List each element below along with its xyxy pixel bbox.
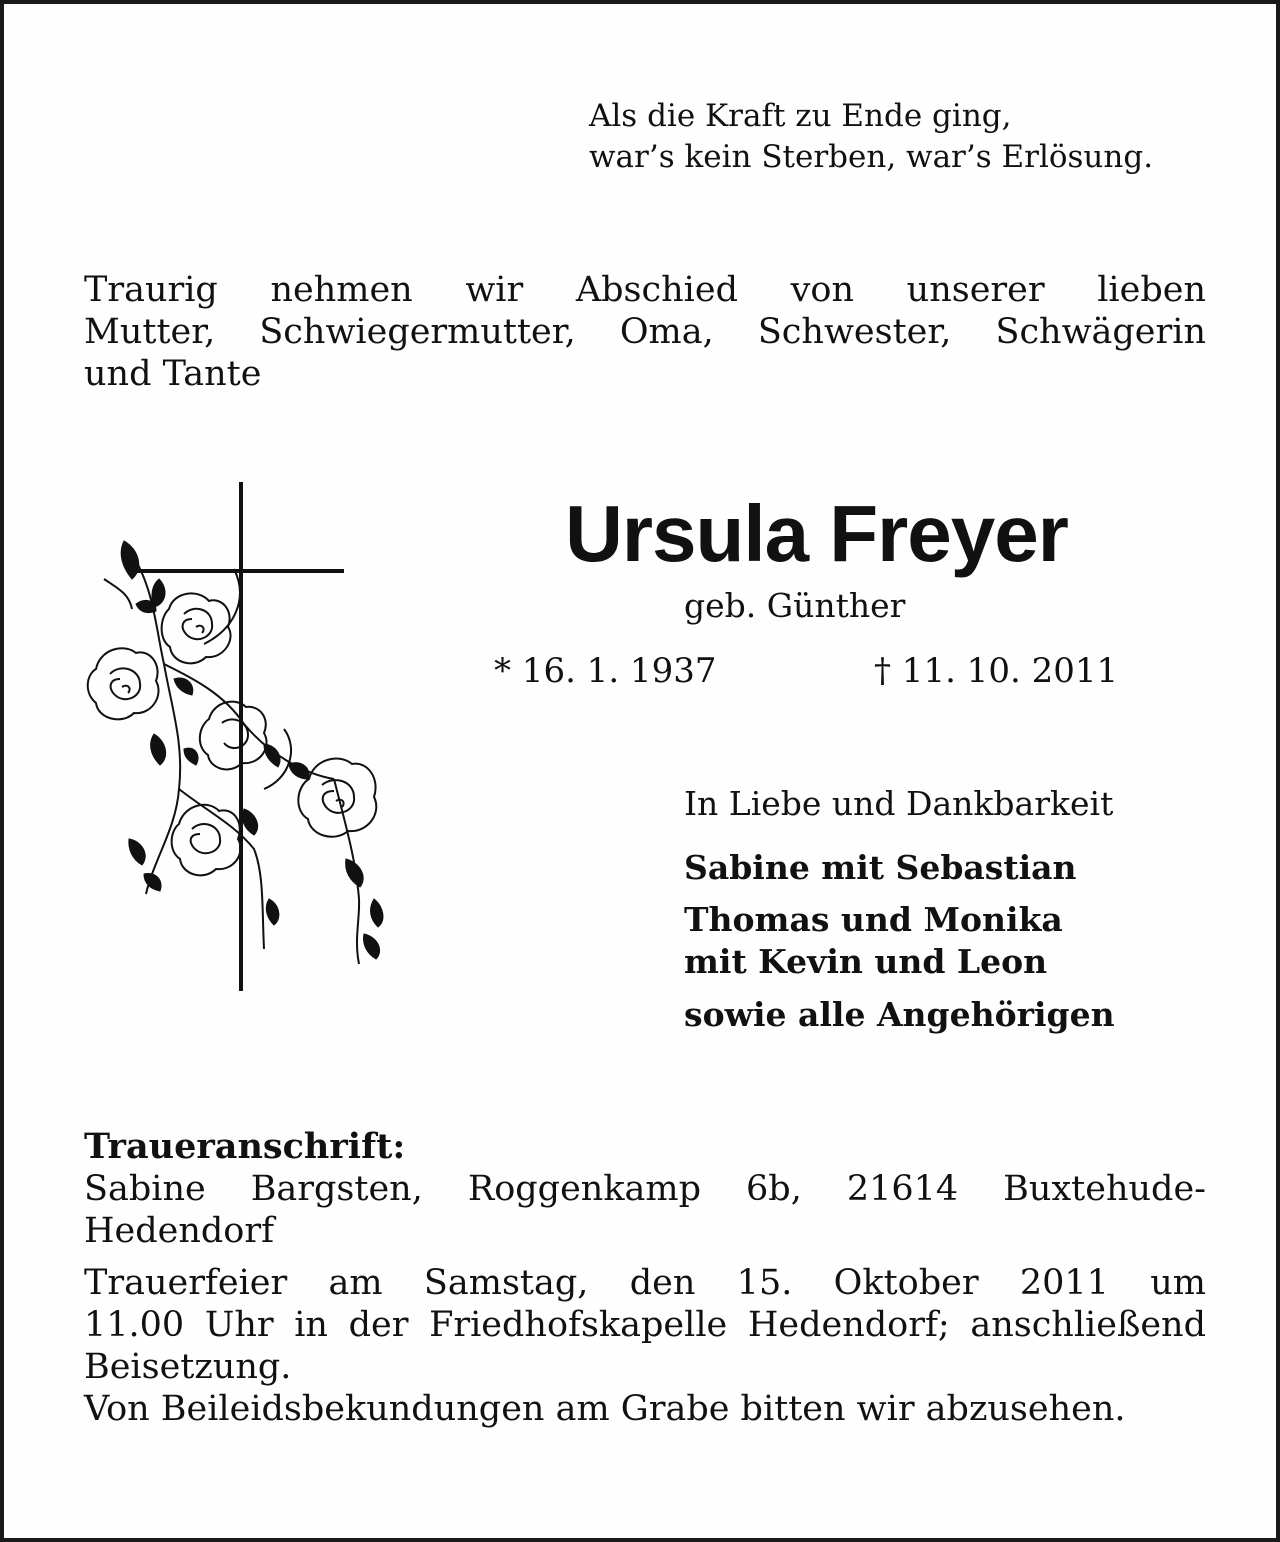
motto-line: Als die Kraft zu Ende ging, xyxy=(589,98,1012,134)
intro-line: und Tante xyxy=(84,354,262,394)
birth-date: * 16. 1. 1937 xyxy=(494,651,717,691)
death-date: † 11. 10. 2011 xyxy=(874,651,1119,691)
intro-line: Mutter, Schwiegermutter, Oma, Schwester, Schwägerin xyxy=(84,312,1206,352)
intro-paragraph xyxy=(84,269,1206,395)
mourner-line: Thomas und Monika xyxy=(684,900,1063,939)
cross-with-roses-icon xyxy=(84,479,404,994)
service-line: Beisetzung. xyxy=(84,1347,292,1387)
deceased-name: Ursula Freyer xyxy=(565,489,1068,578)
intro-line: Traurig nehmen wir Abschied von unserer lieben xyxy=(84,270,1206,310)
mourner-line: mit Kevin und Leon xyxy=(684,942,1048,981)
mourner-line: sowie alle Angehörigen xyxy=(684,995,1115,1034)
condolence-note: Von Beileidsbekundungen am Grabe bitten wir abzusehen. xyxy=(84,1389,1126,1429)
service-line: Trauerfeier am Samstag, den 15. Oktober 2011 um xyxy=(84,1263,1206,1303)
funeral-details xyxy=(84,1126,1206,1430)
service-line: 11.00 Uhr in der Friedhofskapelle Hedendorf; anschließend xyxy=(84,1305,1206,1345)
spacer xyxy=(84,1252,1206,1262)
mourner-line: Sabine mit Sebastian xyxy=(684,848,1077,887)
address-line: Hedendorf xyxy=(84,1211,275,1251)
address-heading: Traueranschrift: xyxy=(84,1126,406,1167)
address-line: Sabine Bargsten, Roggenkamp 6b, 21614 Buxtehude- xyxy=(84,1169,1206,1209)
maiden-name: geb. Günther xyxy=(684,586,906,625)
motto-line: war’s kein Sterben, war’s Erlösung. xyxy=(589,139,1154,175)
mourners-intro: In Liebe und Dankbarkeit xyxy=(684,784,1114,823)
motto-verse xyxy=(589,96,1153,178)
